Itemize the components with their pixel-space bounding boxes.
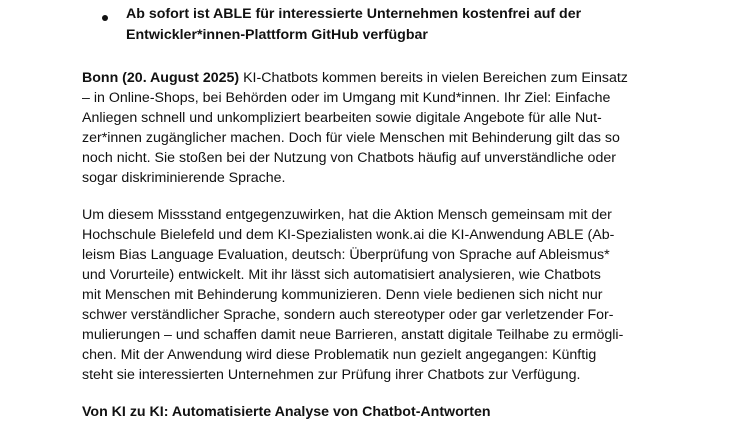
paragraph-intro-line-1-text: KI-Chatbots kommen bereits in vielen Bereichen zum Einsatz [239,70,628,86]
paragraph-able-line-8: chen. Mit der Anwendung wird diese Problematik nun gezielt angegangen: Künftig [82,347,597,363]
paragraph-able-line-3: leism Bias Language Evaluation, deutsch: Überprüfung von Sprache auf Ableismus* [82,247,610,263]
paragraph-able-line-2: Hochschule Bielefeld und dem KI-Spezialisten wonk.ai die KI-Anwendung ABLE (Ab- [82,227,615,243]
bullet-text [126,4,686,45]
paragraph-intro-line-5: noch nicht. Sie stoßen bei der Nutzung von Chatbots häufig auf unverständliche oder [82,150,616,166]
dateline: Bonn (20. August 2025) [82,70,240,86]
paragraph-intro-line-3: Anliegen schnell und unkompliziert bearbeiten sowie digitale Angebote für alle Nut- [82,110,602,126]
section-heading: Von KI zu KI: Automatisierte Analyse von Chatbot-Antworten [82,404,491,420]
paragraph-intro-line-2: – in Online-Shops, bei Behörden oder im Umgang mit Kund*innen. Ihr Ziel: Einfache [82,90,611,106]
paragraph-able-line-6: schwer verständlicher Sprache, sondern auch stereotyper oder gar verletzender For- [82,307,614,323]
paragraph-able-line-5: mit Menschen mit Behinderung kommunizieren. Denn viele bedienen sich nicht nur [82,287,603,303]
bullet-line-1: Ab sofort ist ABLE für interessierte Unternehmen kostenfrei auf der [126,6,582,22]
bullet-dot-icon [102,15,108,21]
paragraph-intro-line-4: zer*innen zugänglicher machen. Doch für viele Menschen mit Behinderung gilt das so [82,130,620,146]
bullet-line-2: Entwickler*innen-Plattform GitHub verfügbar [126,26,428,43]
paragraph-intro-line-6: sogar diskriminierende Sprache. [82,170,286,186]
paragraph-able-line-1: Um diesem Missstand entgegenzuwirken, hat die Aktion Mensch gemeinsam mit der [82,207,612,223]
paragraph-able-line-7: mulierungen – und schaffen damit neue Barrieren, anstatt digitale Teilhabe zu ermögli- [82,327,624,343]
paragraph-intro-line-1 [82,68,628,88]
paragraph-able-line-4: und Vorurteile) entwickelt. Mit ihr lässt sich automatisiert analysieren, wie Chatbots [82,267,601,283]
paragraph-able-line-9: steht sie interessierten Unternehmen zur Prüfung ihrer Chatbots zur Verfügung. [82,367,581,383]
